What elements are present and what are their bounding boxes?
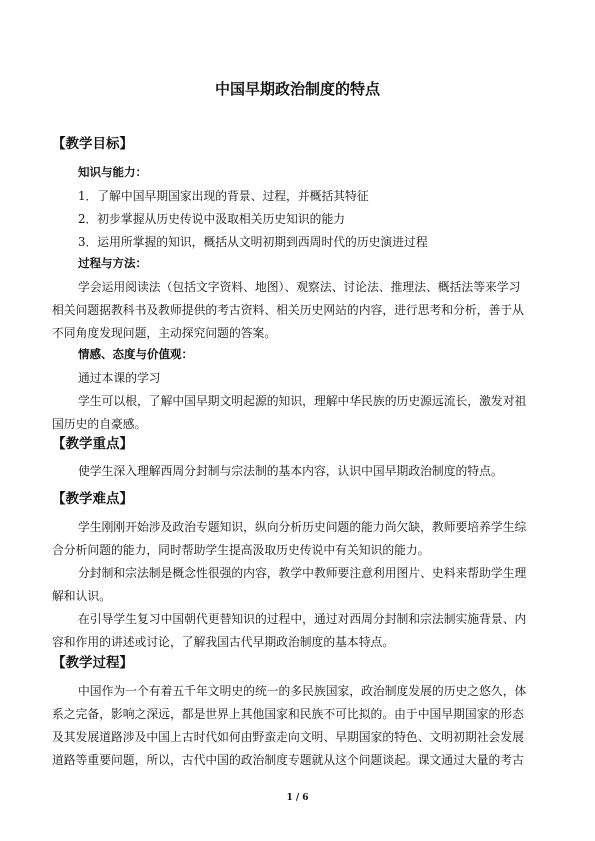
paragraph-line: 道路等重要问题，所以，古代中国的政治制度专题就从这个问题谈起。课文通过大量的考古 bbox=[52, 753, 524, 767]
subheading-emotion: 情感、态度与价值观： bbox=[78, 347, 193, 361]
paragraph-line: 在引导学生复习中国朝代更替知识的过程中，通过对西周分封制和宗法制实施背景、内 bbox=[78, 612, 527, 626]
page-number: 1 / 6 bbox=[286, 793, 309, 803]
knowledge-item: 3．运用所掌握的知识，概括从文明初期到西周时代的历史演进过程 bbox=[78, 235, 428, 249]
paragraph-line: 分封制和宗法制是概念性很强的内容，教学中教师要注意利用图片、史料来帮助学生理 bbox=[78, 566, 527, 580]
paragraph-line: 系之完备，影响之深远，都是世界上其他国家和民族不可比拟的。由于中国早期国家的形态 bbox=[52, 707, 524, 721]
paragraph-line: 学生可以根，了解中国早期文明起源的知识，理解中华民族的历史源远流长，激发对祖 bbox=[78, 394, 527, 408]
paragraph-line: 中国作为一个有着五千年文明史的统一的多民族国家，政治制度发展的历史之悠久，体 bbox=[78, 684, 527, 698]
section-heading-key-points: 【教学重点】 bbox=[52, 436, 133, 452]
paragraph-line: 容和作用的讲述或讨论，了解我国古代早期政治制度的基本特点。 bbox=[52, 635, 395, 649]
paragraph-line: 学生刚刚开始涉及政治专题知识，纵向分析历史问题的能力尚欠缺，教师要培养学生综 bbox=[78, 520, 527, 534]
paragraph-line: 合分析问题的能力，同时帮助学生提高汲取历史传说中有关知识的能力。 bbox=[52, 543, 430, 557]
paragraph-line: 相关问题据教科书及教师提供的考古资料、相关历史网站的内容，进行思考和分析，善于从 bbox=[52, 303, 524, 317]
section-heading-difficulties: 【教学难点】 bbox=[52, 491, 133, 507]
knowledge-item: 2．初步掌握从历史传说中汲取相关历史知识的能力 bbox=[78, 212, 346, 226]
paragraph-line: 国历史的自豪感。 bbox=[52, 417, 147, 431]
subheading-knowledge: 知识与能力： bbox=[78, 165, 147, 179]
paragraph-line: 解和认识。 bbox=[52, 589, 111, 603]
page-title: 中国早期政治制度的特点 bbox=[214, 80, 380, 98]
paragraph-line: 学会运用阅读法（包括文字资料、地图）、观察法、讨论法、推理法、概括法等来学习 bbox=[78, 280, 521, 294]
paragraph-line: 不同角度发现问题，主动探究问题的答案。 bbox=[52, 326, 277, 340]
subheading-process-method: 过程与方法： bbox=[78, 256, 147, 270]
paragraph-line: 及其发展道路涉及中国上古时代如何由野蛮走向文明、早期国家的特色、文明初期社会发展 bbox=[52, 730, 524, 744]
paragraph-line: 使学生深入理解西周分封制与宗法制的基本内容，认识中国早期政治制度的特点。 bbox=[78, 464, 503, 478]
section-heading-process: 【教学过程】 bbox=[52, 655, 133, 671]
paragraph-line: 通过本课的学习 bbox=[78, 371, 161, 385]
section-heading-goals: 【教学目标】 bbox=[52, 136, 133, 152]
knowledge-item: 1．了解中国早期国家出现的背景、过程，并概括其特征 bbox=[78, 189, 369, 203]
